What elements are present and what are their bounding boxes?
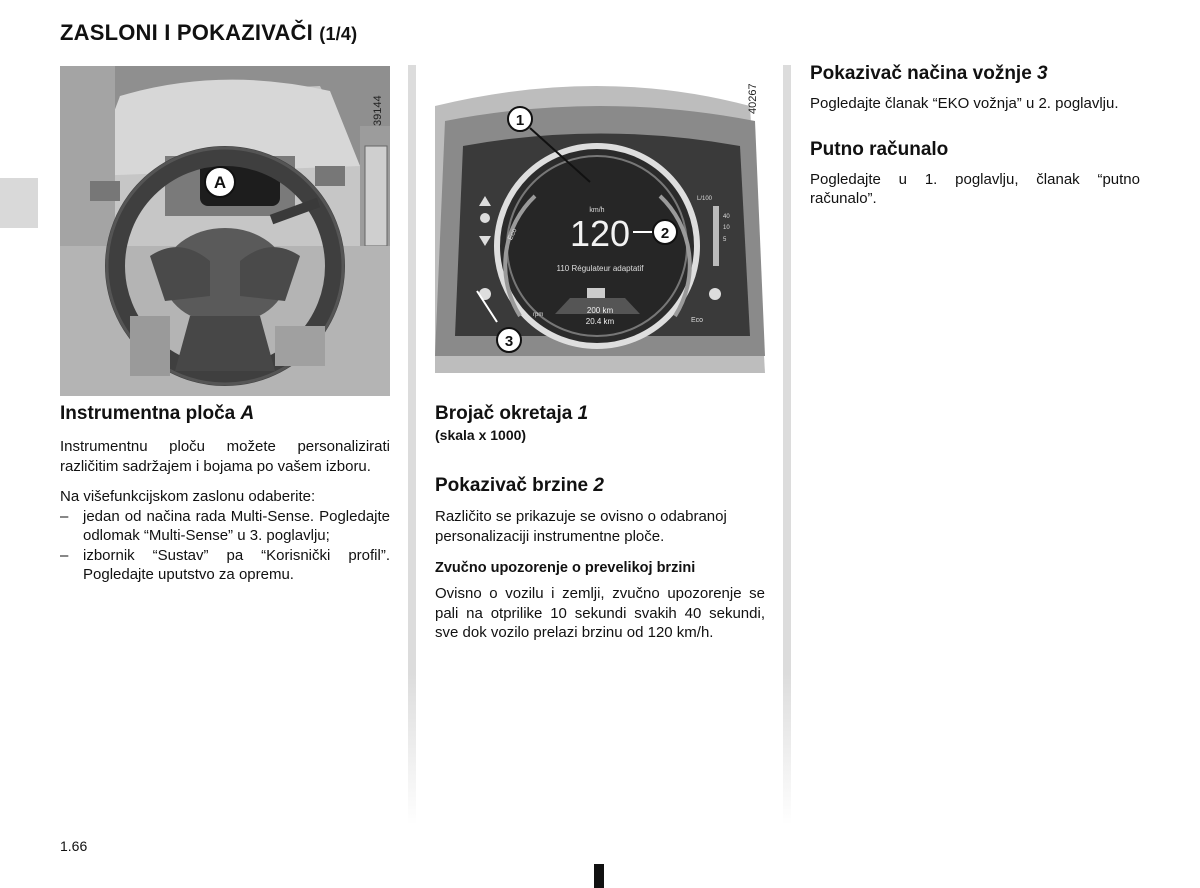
fuel-tick-2: 10 — [723, 225, 730, 231]
steering-wheel-figure — [60, 66, 390, 396]
speed-value: 120 — [569, 213, 631, 254]
cruise-control-text: 110 Régulateur adaptatif — [556, 264, 644, 273]
speed-unit-label: km/h — [589, 207, 605, 214]
column-3-text — [810, 63, 1140, 209]
fuel-tick-1: 40 — [723, 214, 730, 220]
instrument-panel-instruction: Na višefunkcijskom zaslonu odaberite: — [60, 488, 316, 505]
eco-label-right: Eco — [691, 317, 704, 324]
figure-id-steering: 39144 — [372, 95, 384, 126]
list-item: – jedan od načina rada Multi-Sense. Pogledajte odlomak “Multi-Sense” u 3. poglavlju; — [60, 507, 390, 544]
callout-2-label: 2 — [660, 225, 670, 242]
callout-3-label: 3 — [504, 333, 514, 350]
fuel-consumption-label: L/100 — [697, 196, 713, 202]
trip-computer-paragraph: Pogledajte u 1. poglavlju, članak “putno računalo”. — [810, 170, 1140, 207]
instrument-panel-heading: Instrumentna ploča A — [60, 403, 255, 424]
eco-label-left: Eco — [507, 227, 519, 242]
driving-mode-paragraph: Pogledajte članak “EKO vožnja” u 2. poglavlju. — [810, 95, 1119, 112]
rpm-label: rpm — [533, 312, 544, 318]
page-part-indicator: (1/4) — [319, 24, 358, 44]
trip-computer-heading: Putno računalo — [810, 138, 949, 160]
fuel-tick-3: 5 — [723, 237, 727, 243]
page-title: ZASLONI I POKAZIVAČI (1/4) — [60, 20, 358, 45]
tachometer-heading: Brojač okretaja 1 — [435, 403, 589, 424]
speedometer-paragraph: Različito se prikazuje se ovisno o odabranoj personalizaciji instrumentne ploče. — [435, 508, 727, 545]
column-divider-2 — [783, 65, 791, 825]
figure-id-cluster: 40267 — [747, 83, 759, 114]
column-2-text — [435, 403, 765, 643]
callout-A-label: A — [213, 173, 227, 192]
speed-warning-subheading: Zvučno upozorenje o prevelikoj brzini — [435, 560, 696, 576]
tachometer-scale-note: (skala x 1000) — [435, 427, 527, 443]
instrument-panel-paragraph: Instrumentnu ploču možete personalizirati različitim sadržajem i bojama po vašem izboru. — [60, 438, 390, 475]
speedometer-heading: Pokazivač brzine 2 — [435, 475, 604, 496]
callout-1-label: 1 — [515, 112, 525, 129]
instrument-panel-options-list — [60, 507, 390, 585]
steering-wheel-illustration — [60, 66, 390, 396]
column-divider-1 — [408, 65, 416, 825]
list-item: – izbornik “Sustav” pa “Korisnički profil”. Pogledajte uputstvo za opremu. — [60, 546, 390, 583]
chapter-tab — [0, 178, 38, 228]
instrument-cluster-illustration — [435, 66, 765, 373]
trip-distance-2: 20.4 km — [585, 317, 615, 326]
speed-warning-paragraph: Ovisno o vozilu i zemlji, zvučno upozorenje se pali na otprilike 10 sekundi svakih 40 sekundi, sve dok vozilo prelazi brzinu od 120 km/h. — [435, 585, 765, 641]
driving-mode-heading: Pokazivač načina vožnje 3 — [810, 63, 1048, 84]
column-1-text — [60, 403, 390, 585]
trip-distance-1: 200 km — [586, 306, 614, 315]
instrument-cluster-figure — [435, 66, 765, 373]
page-edge-marker — [594, 864, 604, 888]
page-number: 1.66 — [60, 838, 88, 854]
